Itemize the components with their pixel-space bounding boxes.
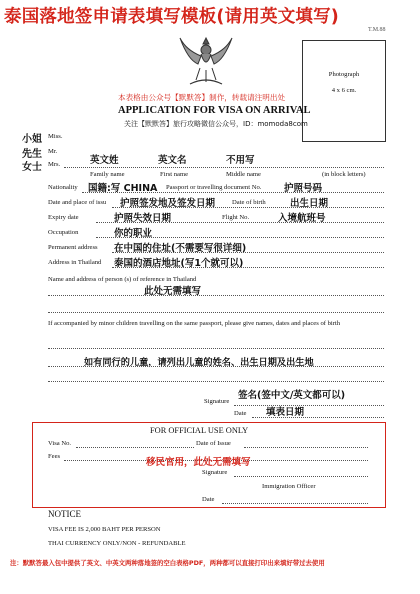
flight-value: 入境航班号 (278, 213, 326, 224)
photo-label: Photograph (328, 71, 360, 78)
reference-value: 此处无需填写 (144, 286, 202, 297)
form-code: T.M.88 (368, 27, 386, 33)
passport-label: Passport or travelling document No. (166, 184, 262, 191)
copyright-note: 本表格由公众号【默默答】制作，转载请注明出处 (118, 93, 286, 102)
photo-box (302, 40, 386, 142)
salutation-mrs-cn: 女士 (22, 162, 42, 173)
official-date-label: Date (202, 496, 215, 503)
perm-address-line (112, 252, 384, 253)
salutation-mr-cn: 先生 (22, 149, 42, 160)
issue-line (112, 207, 384, 208)
date-value: 填表日期 (266, 407, 305, 418)
visa-no-line (76, 447, 194, 448)
salutation-mr-en: Mr. (48, 148, 58, 155)
expiry-label: Expiry date (48, 214, 79, 221)
salutation-mrs-en: Mrs. (48, 161, 61, 168)
family-name-label: Family name (90, 171, 125, 178)
thai-address-label: Address in Thailand (48, 259, 102, 266)
minor-line-1 (48, 348, 384, 349)
main-title: 泰国落地签申请表填写模板(请用英文填写) (4, 7, 339, 27)
reference-label: Name and address of person (s) of reference in Thailand (48, 276, 197, 283)
photo-size: 4 x 6 cm. (331, 87, 357, 94)
immigration-officer-label: Immigration Officer (262, 483, 316, 490)
minor-children-value: 如有同行的儿童，请列出儿童的姓名、出生日期及出生地 (84, 357, 314, 368)
nationality-label: Nationality (48, 184, 78, 191)
salutation-miss-en: Miss. (48, 133, 63, 140)
signature-label: Signature (204, 398, 230, 405)
middle-name-label: Middle name (226, 171, 261, 178)
visa-no-label: Visa No. (48, 440, 72, 447)
reference-line-2 (48, 312, 384, 313)
expiry-line (96, 222, 384, 223)
occupation-line (96, 237, 384, 238)
date-label: Date (234, 410, 247, 417)
form-title: APPLICATION FOR VISA ON ARRIVAL (118, 105, 311, 116)
perm-address-value: 在中国的住址(不需要写很详细) (114, 243, 247, 254)
thai-address-value: 泰国的酒店地址(写1个就可以) (114, 258, 244, 269)
date-place-issue-label: Date and place of issu (48, 199, 107, 206)
footer-note: 注：默默答最入包中提供了英文、中英文两种落地签的空白表格PDF，两种都可以直接打印出来填好带过去使用 (10, 559, 325, 567)
minor-line-2 (48, 366, 384, 367)
signature-line (234, 405, 384, 406)
signature-value: 签名(签中文/英文都可以) (238, 390, 346, 401)
flight-label: Flight No. (222, 214, 250, 221)
date-of-issue-line (244, 447, 368, 448)
notice-title: NOTICE (48, 509, 81, 519)
dob-label: Date of birth (232, 199, 266, 206)
middle-name-value: 不用写 (226, 155, 255, 166)
date-place-issue-value: 护照签发地及签发日期 (120, 198, 216, 209)
occupation-label: Occupation (48, 229, 79, 236)
reference-line-1 (48, 295, 384, 296)
passport-value: 护照号码 (284, 183, 323, 194)
salutation-miss-cn: 小姐 (22, 134, 42, 145)
notice-currency: THAI CURRENCY ONLY/NON - REFUNDABLE (48, 540, 186, 547)
first-name-label: First name (160, 171, 189, 178)
minor-children-text: If accompanied by minor children travelling on the same passport, please give names, dates and places of birth (48, 320, 341, 327)
minor-line-3 (48, 381, 384, 382)
garuda-emblem-icon (176, 30, 236, 90)
perm-address-label: Permanent address (48, 244, 98, 251)
notice-fee: VISA FEE IS 2,000 BAHT PER PERSON (48, 526, 161, 533)
thai-address-line (112, 267, 384, 268)
expiry-value: 护照失效日期 (114, 213, 172, 224)
name-line (64, 167, 384, 168)
fees-label: Fees (48, 453, 61, 460)
family-name-value: 英文姓 (90, 155, 119, 166)
official-signature-line (234, 476, 368, 477)
official-note: 移民官用，此处无需填写 (146, 457, 251, 468)
official-title: FOR OFFICIAL USE ONLY (150, 426, 249, 435)
follow-note: 关注【默默答】旅行攻略微信公众号，ID：momoda8com (124, 120, 308, 128)
dob-value: 出生日期 (290, 198, 329, 209)
nationality-line (82, 192, 384, 193)
official-signature-label: Signature (202, 469, 228, 476)
date-line (252, 417, 384, 418)
first-name-value: 英文名 (158, 155, 187, 166)
occupation-value: 你的职业 (114, 228, 153, 239)
nationality-value: 国籍:写 CHINA (88, 183, 158, 194)
block-letters-label: (in block letters) (322, 171, 366, 178)
official-date-line (222, 503, 368, 504)
date-of-issue-label: Date of Issue (196, 440, 231, 447)
